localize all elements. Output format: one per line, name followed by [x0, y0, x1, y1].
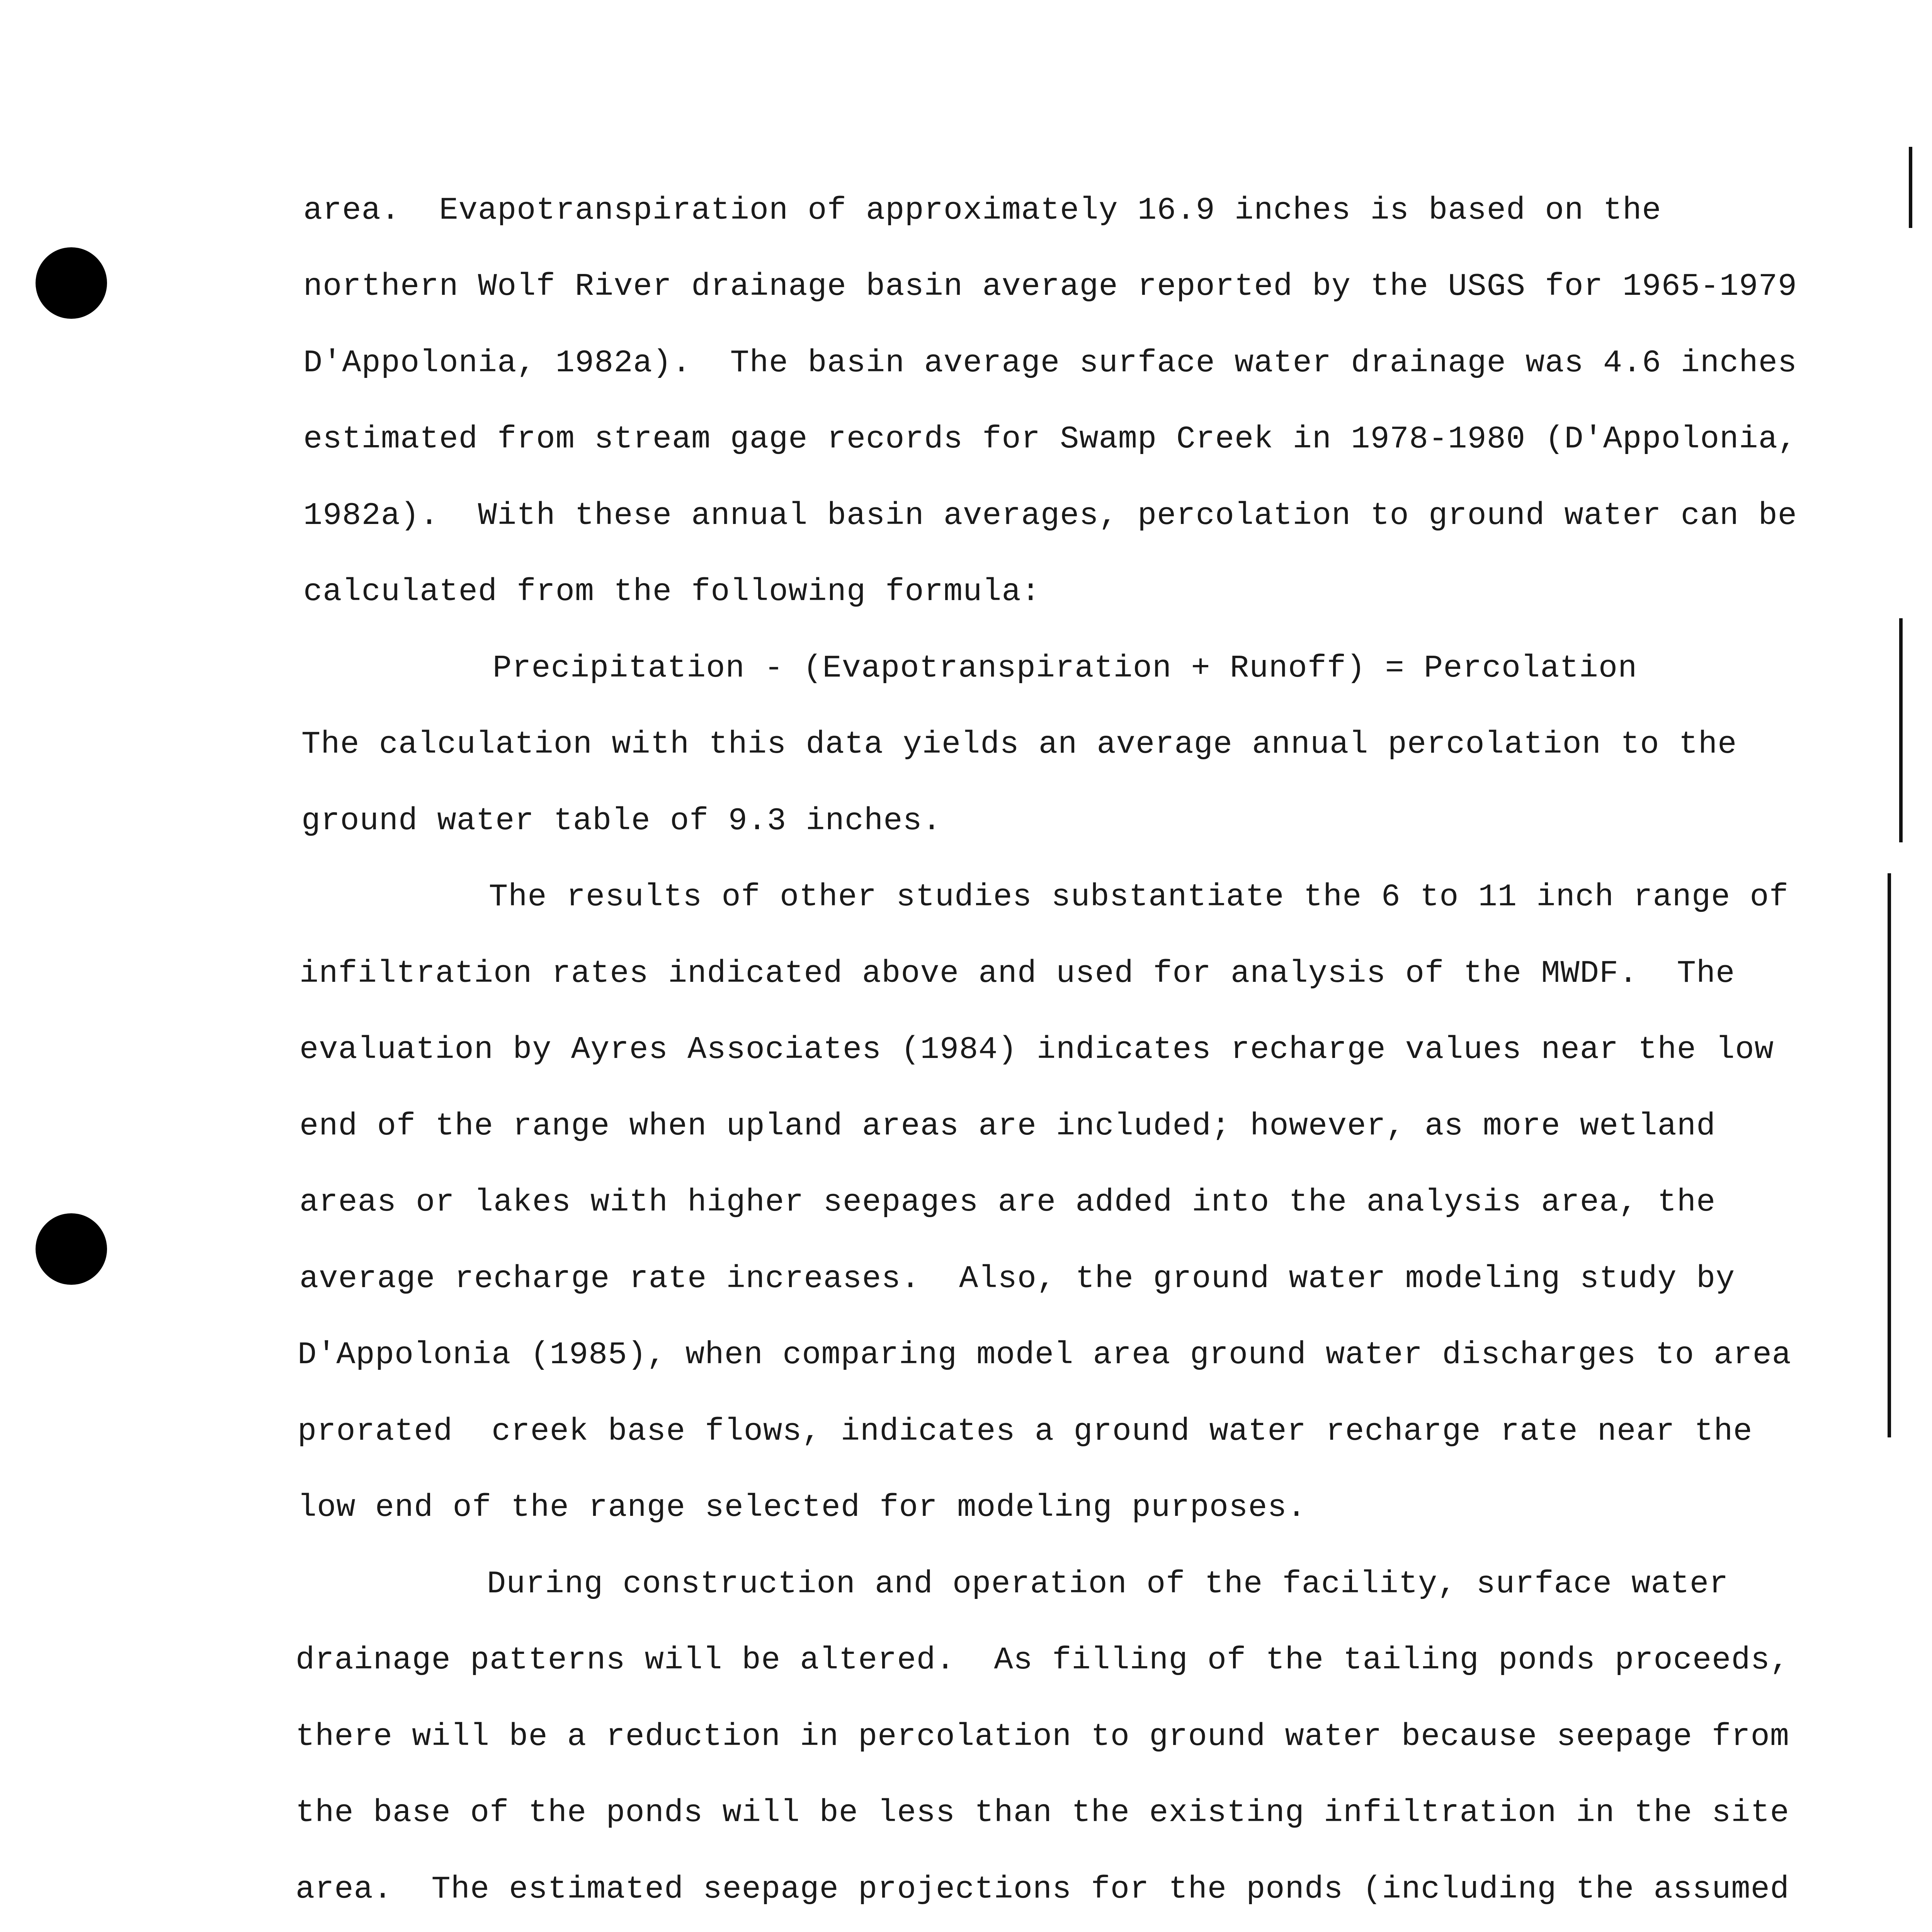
text-line: area. Evapotranspiration of approximately 16.9 inches is based on the: [303, 192, 1662, 228]
text-line: 1982a). With these annual basin averages, percolation to ground water can be: [303, 498, 1798, 534]
text-line: D'Appolonia (1985), when comparing model area ground water discharges to area: [298, 1337, 1792, 1373]
text-line: low end of the range selected for modeling purposes.: [298, 1490, 1306, 1526]
text-line: areas or lakes with higher seepages are added into the analysis area, the: [299, 1184, 1716, 1220]
text-line: The calculation with this data yields an average annual percolation to the: [301, 726, 1737, 762]
revision-bar-2: [1899, 618, 1903, 842]
text-line: prorated creek base flows, indicates a ground water recharge rate near the: [298, 1413, 1753, 1449]
text-line: infiltration rates indicated above and used for analysis of the MWDF. The: [299, 956, 1735, 992]
revision-bar-1: [1909, 147, 1912, 228]
text-line: drainage patterns will be altered. As filling of the tailing ponds proceeds,: [296, 1642, 1790, 1678]
text-line: D'Appolonia, 1982a). The basin average surface water drainage was 4.6 inches: [303, 345, 1798, 381]
text-line: calculated from the following formula:: [303, 574, 1041, 610]
text-line: northern Wolf River drainage basin average reported by the USGS for 1965-1979: [303, 269, 1798, 304]
text-line: estimated from stream gage records for Swamp Creek in 1978-1980 (D'Appolonia,: [303, 421, 1798, 457]
punch-hole-middle: [36, 1213, 107, 1285]
text-line: end of the range when upland areas are included; however, as more wetland: [299, 1108, 1716, 1144]
text-line: area. The estimated seepage projections for the ponds (including the assumed: [296, 1871, 1790, 1907]
text-line: ground water table of 9.3 inches.: [301, 803, 942, 839]
punch-hole-top: [36, 247, 107, 319]
revision-bar-3: [1888, 873, 1891, 1437]
text-line: there will be a reduction in percolation to ground water because seepage from: [296, 1719, 1790, 1755]
formula-line: Precipitation - (Evapotranspiration + Runoff) = Percolation: [493, 650, 1638, 686]
text-line: average recharge rate increases. Also, the ground water modeling study by: [299, 1261, 1735, 1297]
text-line: the base of the ponds will be less than the existing infiltration in the site: [296, 1795, 1790, 1831]
paragraph-start-line: During construction and operation of the facility, surface water: [487, 1566, 1729, 1602]
text-line: evaluation by Ayres Associates (1984) indicates recharge values near the low: [299, 1032, 1774, 1068]
paragraph-start-line: The results of other studies substantiate the 6 to 11 inch range of: [489, 879, 1789, 915]
